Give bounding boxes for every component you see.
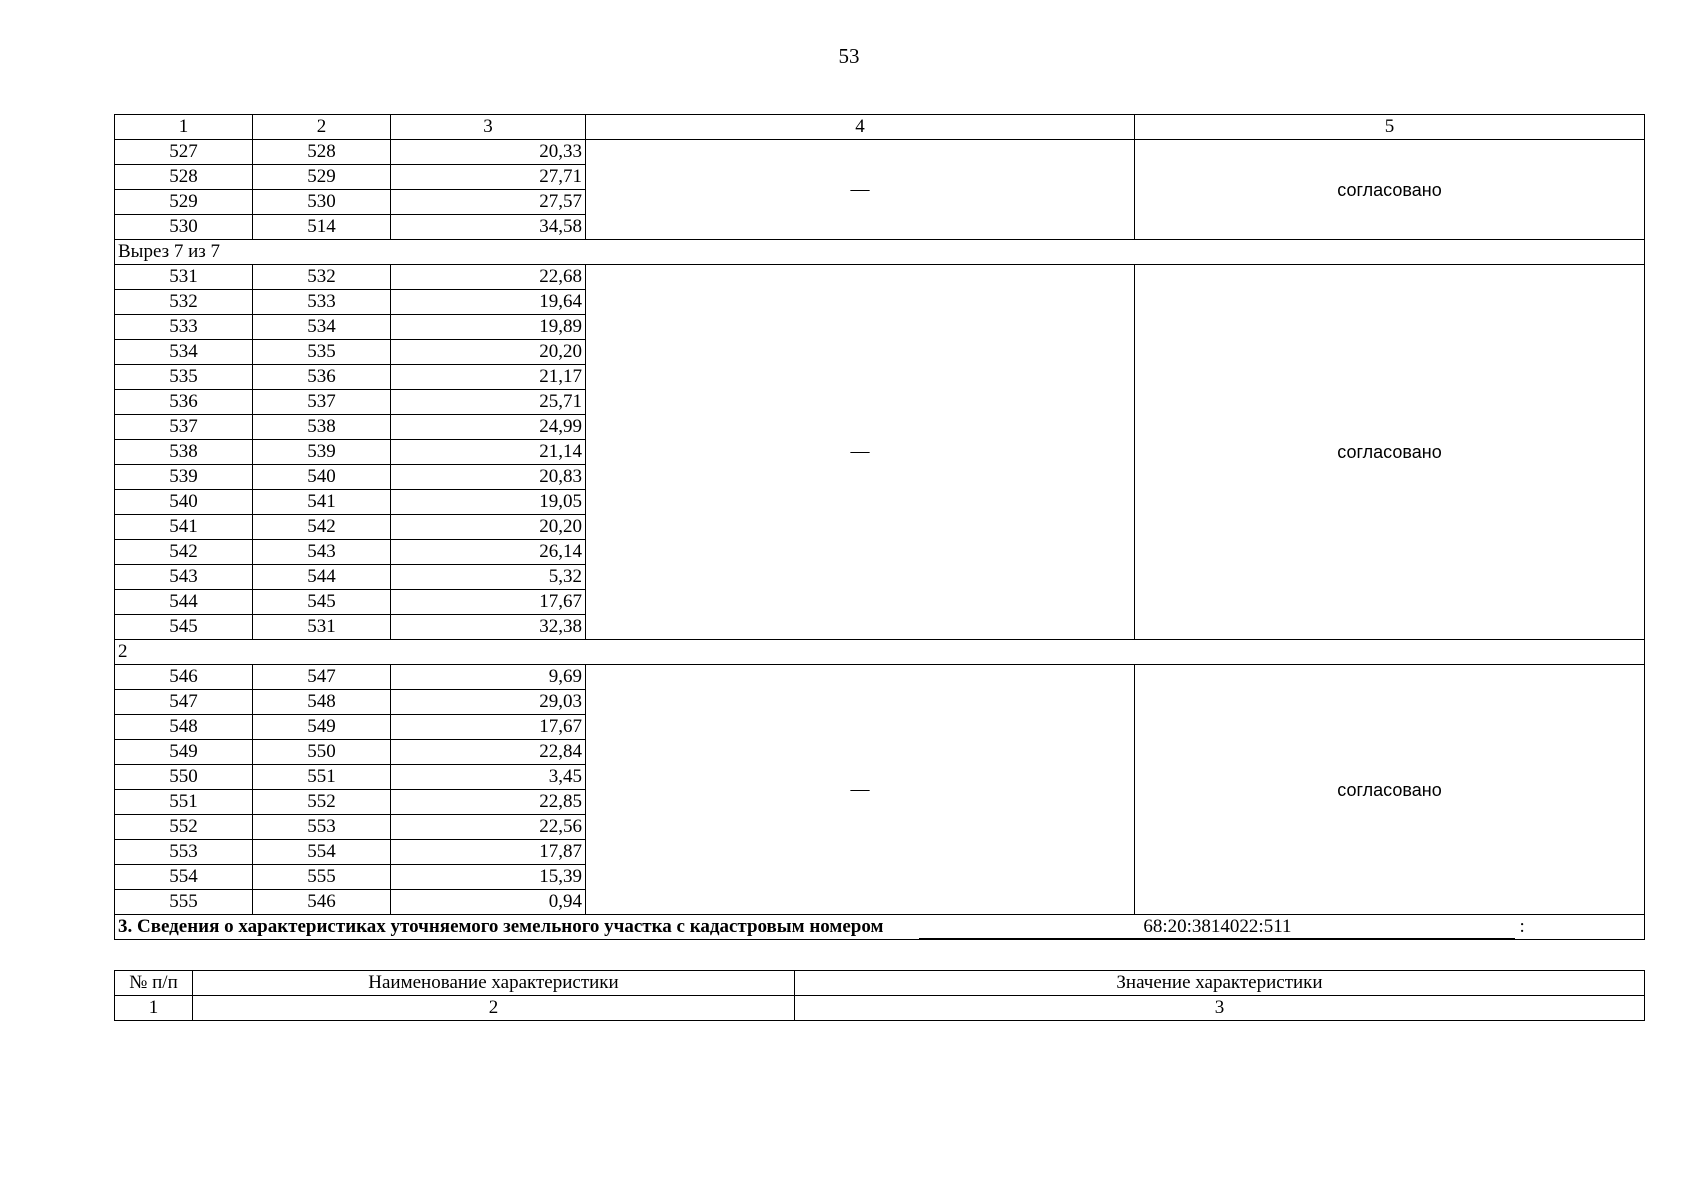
distance-cell: 20,33 [391,140,586,165]
point-to-cell: 539 [253,440,391,465]
point-from-cell: 534 [115,340,253,365]
point-to-cell: 547 [253,665,391,690]
table-header-row [115,115,1645,140]
point-from-cell: 537 [115,415,253,440]
section-3-heading [115,915,1645,940]
distance-cell: 15,39 [391,865,586,890]
distance-cell: 20,20 [391,340,586,365]
column-header: 4 [586,115,1135,140]
point-to-cell: 546 [253,890,391,915]
table-row [115,265,1645,290]
point-to-cell: 549 [253,715,391,740]
column-number: 3 [795,996,1645,1021]
distance-cell: 20,20 [391,515,586,540]
point-from-cell: 543 [115,565,253,590]
column-header: 5 [1135,115,1645,140]
point-from-cell: 539 [115,465,253,490]
point-to-cell: 551 [253,765,391,790]
point-from-cell: 540 [115,490,253,515]
point-to-cell: 538 [253,415,391,440]
distance-cell: 22,56 [391,815,586,840]
distance-cell: 17,67 [391,715,586,740]
agreement-status: согласовано [1135,140,1645,240]
point-from-cell: 546 [115,665,253,690]
point-to-cell: 514 [253,215,391,240]
section-3-title: 3. Сведения о характеристиках уточняемого земельного участка с кадастровым номером [118,916,884,937]
column-number: 2 [193,996,795,1021]
point-to-cell: 555 [253,865,391,890]
characteristics-table [114,970,1645,1021]
point-from-cell: 533 [115,315,253,340]
point-to-cell: 536 [253,365,391,390]
cadastral-number: 68:20:3814022:511 [919,916,1515,939]
section-label-row [115,640,1645,665]
boundary-table [114,114,1645,940]
point-to-cell: 531 [253,615,391,640]
distance-cell: 25,71 [391,390,586,415]
distance-cell: 0,94 [391,890,586,915]
column-header: 2 [253,115,391,140]
point-from-cell: 542 [115,540,253,565]
distance-cell: 22,84 [391,740,586,765]
point-to-cell: 553 [253,815,391,840]
point-to-cell: 533 [253,290,391,315]
distance-cell: 24,99 [391,415,586,440]
column-4-value: — [586,140,1135,240]
point-to-cell: 548 [253,690,391,715]
point-from-cell: 538 [115,440,253,465]
distance-cell: 19,64 [391,290,586,315]
distance-cell: 26,14 [391,540,586,565]
distance-cell: 9,69 [391,665,586,690]
column-header: 1 [115,115,253,140]
column-header: Значение характеристики [795,971,1645,996]
point-to-cell: 535 [253,340,391,365]
point-to-cell: 530 [253,190,391,215]
characteristics-number-row [115,996,1645,1021]
point-from-cell: 541 [115,515,253,540]
point-to-cell: 550 [253,740,391,765]
point-from-cell: 549 [115,740,253,765]
distance-cell: 17,87 [391,840,586,865]
distance-cell: 17,67 [391,590,586,615]
point-from-cell: 527 [115,140,253,165]
distance-cell: 22,85 [391,790,586,815]
point-from-cell: 544 [115,590,253,615]
point-from-cell: 548 [115,715,253,740]
distance-cell: 32,38 [391,615,586,640]
column-header: Наименование характеристики [193,971,795,996]
point-to-cell: 552 [253,790,391,815]
column-4-value: — [586,265,1135,640]
point-to-cell: 542 [253,515,391,540]
agreement-status: согласовано [1135,265,1645,640]
column-header: № п/п [115,971,193,996]
section-label: Вырез 7 из 7 [115,240,1645,265]
distance-cell: 29,03 [391,690,586,715]
point-from-cell: 553 [115,840,253,865]
point-from-cell: 532 [115,290,253,315]
distance-cell: 19,05 [391,490,586,515]
point-from-cell: 552 [115,815,253,840]
point-from-cell: 550 [115,765,253,790]
distance-cell: 19,89 [391,315,586,340]
point-from-cell: 530 [115,215,253,240]
point-to-cell: 543 [253,540,391,565]
column-number: 1 [115,996,193,1021]
section-3-colon: : [1519,916,1525,937]
point-to-cell: 540 [253,465,391,490]
distance-cell: 34,58 [391,215,586,240]
point-from-cell: 529 [115,190,253,215]
section-label-row [115,240,1645,265]
agreement-status: согласовано [1135,665,1645,915]
point-from-cell: 531 [115,265,253,290]
point-from-cell: 555 [115,890,253,915]
distance-cell: 22,68 [391,265,586,290]
point-to-cell: 529 [253,165,391,190]
distance-cell: 27,57 [391,190,586,215]
point-to-cell: 544 [253,565,391,590]
point-to-cell: 545 [253,590,391,615]
distance-cell: 5,32 [391,565,586,590]
point-to-cell: 532 [253,265,391,290]
point-from-cell: 536 [115,390,253,415]
point-from-cell: 551 [115,790,253,815]
distance-cell: 3,45 [391,765,586,790]
point-from-cell: 547 [115,690,253,715]
table-row [115,665,1645,690]
column-header: 3 [391,115,586,140]
point-to-cell: 528 [253,140,391,165]
point-to-cell: 554 [253,840,391,865]
point-from-cell: 554 [115,865,253,890]
section-3-row [115,915,1645,940]
distance-cell: 21,14 [391,440,586,465]
distance-cell: 21,17 [391,365,586,390]
section-label: 2 [115,640,1645,665]
point-to-cell: 534 [253,315,391,340]
point-from-cell: 528 [115,165,253,190]
point-to-cell: 537 [253,390,391,415]
distance-cell: 27,71 [391,165,586,190]
point-to-cell: 541 [253,490,391,515]
page-number: 53 [838,44,860,68]
table-row [115,140,1645,165]
distance-cell: 20,83 [391,465,586,490]
point-from-cell: 545 [115,615,253,640]
column-4-value: — [586,665,1135,915]
characteristics-header-row [115,971,1645,996]
point-from-cell: 535 [115,365,253,390]
